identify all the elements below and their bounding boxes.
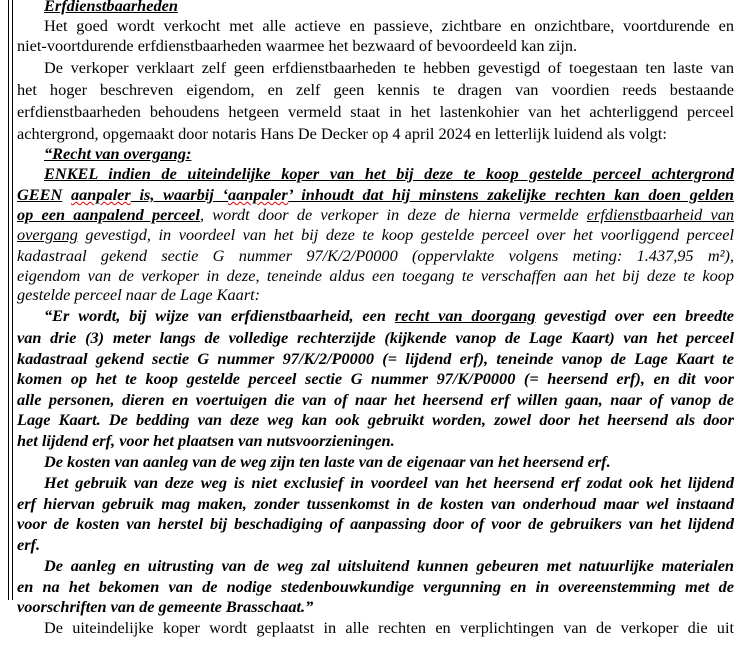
- paragraph-line: Het goed wordt verkocht met alle actieve en passieve, zichtbare en onzichtbare, voortdurende en: [44, 16, 734, 35]
- paragraph-line: erfdienstbaarheden behoudens hetgeen vermeld staat in het lastenkohier van het achterliggend perceel: [17, 102, 734, 121]
- clause-text: erfdienstbaarheid van: [586, 205, 734, 224]
- clause-text: , wordt door de verkoper in deze de hierna vermelde: [199, 205, 587, 224]
- paragraph-line: achtergrond, opgemaakt door notaris Hans De Decker op 4 april 2024 en letterlijk luidend als volgt:: [17, 124, 667, 143]
- clause-text: aanpaler: [71, 185, 131, 204]
- paragraph-line: het hoger beschreven eigendom, en zelf geen kennis te dragen van voordien reeds bestaande: [17, 80, 734, 99]
- section-heading: Erfdienstbaarheden: [44, 0, 178, 15]
- clause-text: overgang: [17, 225, 78, 244]
- clause-text: op een aanpalend perceel: [17, 205, 200, 224]
- quote-line: komen op het te koop gestelde perceel sectie G nummer 97/K/P0000 (= heersend erf), en dit voor: [17, 369, 734, 388]
- quote-text: “Er wordt, bij wijze van erfdienstbaarheid, een: [44, 306, 395, 325]
- clause-line: kadastraal gekend sectie G nummer 97/K/2/P0000 (oppervlakte volgens meting: 1.437,95 m²),: [17, 246, 734, 265]
- quote-line: De aanleg en uitrusting van de weg zal uitsluitend kunnen gebeuren met natuurlijke materialen: [44, 556, 734, 575]
- clause-line: [17, 185, 734, 205]
- quote-line: Het gebruik van deze weg is niet exclusief in voordeel van het heersend erf zodat ook het lijdend: [44, 473, 734, 492]
- quote-line: erf.: [17, 535, 41, 554]
- clause-text: ’ inhoudt dat hij minstens zakelijke rechten kan doen gelden: [288, 185, 734, 204]
- clause-text: aanpaler: [227, 185, 289, 204]
- quote-line: voor de kosten van herstel bij beschadiging of aanpassing door of voor de gebruikers van het lijdend: [17, 514, 734, 533]
- paragraph-line: niet-voortdurende erfdienstbaarheden waarmee het bezwaard of bevoordeeld kan zijn.: [17, 36, 578, 55]
- quote-line: Lage Kaart. De bedding van deze weg kan ook gebruikt worden, zowel door het heersend als door: [17, 410, 734, 429]
- quote-line: van drie (3) meter langs de volledige rechterzijde (kijkende vanop de Lage Kaart) van het perceel: [17, 328, 734, 347]
- quote-title: “Recht van overgang:: [44, 144, 192, 163]
- quote-line: [44, 306, 734, 326]
- quote-text: gevestigd over een breedte: [535, 306, 734, 325]
- clause-text: gevestigd, in voordeel van het bij deze te koop gestelde perceel over het voorliggend perceel: [77, 225, 734, 244]
- clause-line: gestelde perceel naar de Lage Kaart:: [17, 285, 261, 304]
- quote-line: De kosten van aanleg van de weg zijn ten laste van de eigenaar van het heersend erf.: [44, 452, 611, 471]
- clause-line: [17, 205, 734, 225]
- quote-line: erf hiervan gebruik mag maken, zonder tussenkomst in de kosten van onderhoud maar wel instaand: [17, 494, 734, 513]
- quote-line: alle personen, dieren en voertuigen die van of naar het heersend erf willen gaan, naar of vanop de: [17, 390, 734, 409]
- paragraph-line: De verkoper verklaart zelf geen erfdienstbaarheden te hebben gevestigd of toegestaan ten laste van: [44, 58, 734, 77]
- quote-line: voorschriften van de gemeente Brasschaat.”: [17, 597, 314, 616]
- paragraph-line: De uiteindelijke koper wordt geplaatst in alle rechten en verplichtingen van de verkoper die uit: [44, 618, 734, 637]
- quote-line: het lijdend erf, voor het plaatsen van nutsvoorzieningen.: [17, 431, 395, 450]
- clause-line: [17, 225, 734, 245]
- clause-line: eigendom van de verkoper in deze, teneinde aldus een toegang te verschaffen aan het bij deze te koop: [17, 266, 734, 285]
- quote-line: en na het bekomen van de nodige stedenbouwkundige vergunning en in overeenstemming met de: [17, 577, 734, 596]
- clause-text: GEEN: [17, 185, 63, 204]
- margin-rule: [12, 0, 13, 600]
- clause-text: is, waarbij ‘: [130, 185, 228, 204]
- quote-line: kadastraal gekend sectie G nummer 97/K/2/P0000 (= lijdend erf), teneinde vanop de Lage Kaart te: [17, 349, 734, 368]
- margin-rule: [8, 0, 9, 600]
- quote-text: recht van doorgang: [394, 306, 536, 325]
- clause-line: ENKEL indien de uiteindelijke koper van het bij deze te koop gestelde perceel achtergrond: [44, 164, 734, 183]
